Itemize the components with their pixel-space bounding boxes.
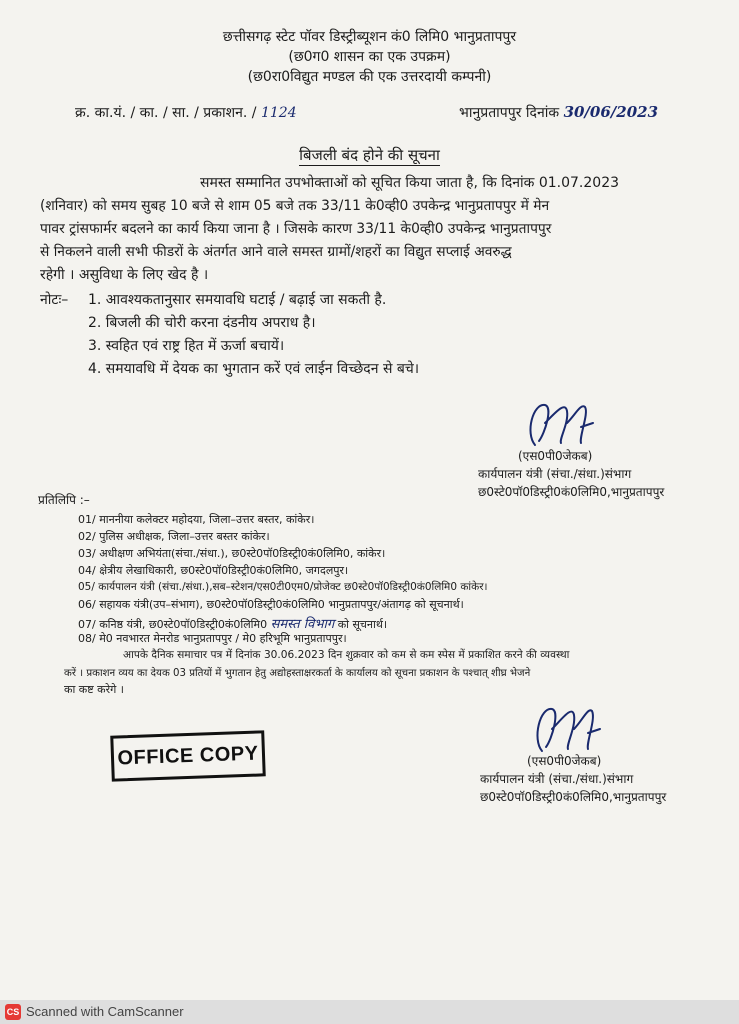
note-label: नोटः– bbox=[40, 292, 69, 308]
scanner-watermark: Scanned with CamScanner bbox=[26, 1004, 184, 1019]
copy-item-number: 02/ bbox=[78, 530, 96, 543]
signature-2-name: (एस0पी0जेकब) bbox=[527, 754, 602, 768]
copy-item-number: 04/ bbox=[78, 564, 96, 577]
copy-item-text-after: को सूचनार्थ। bbox=[337, 618, 388, 631]
press-line-3: का कष्ट करेगे । bbox=[64, 683, 124, 696]
copy-item-text: क्षेत्रीय लेखाधिकारी, छ0स्टे0पॉ0डिस्ट्री0कं0लिमि0, जगदलपुर। bbox=[99, 564, 349, 577]
company-name: छत्तीसगढ़ स्टेट पॉवर डिस्ट्रीब्यूशन कं0 लिमि0 भानुप्रतापपुर bbox=[222, 29, 517, 45]
paragraph-line-1: समस्त सम्मानित उपभोक्ताओं को सूचित किया जाता है, कि दिनांक 01.07.2023 bbox=[200, 175, 620, 191]
paragraph-line-4: से निकलने वाली सभी फीडरों के अंतर्गत आने वाले समस्त ग्रामों/शहरों का विद्युत सप्लाई अवरुद्ध bbox=[40, 244, 512, 260]
copy-item-number: 08/ bbox=[78, 632, 96, 645]
signature-2-scribble bbox=[522, 697, 617, 759]
signature-2-office: छ0स्टे0पॉ0डिस्ट्री0कं0लिमि0,भानुप्रतापपुर bbox=[480, 790, 667, 804]
scanner-footer bbox=[0, 1000, 739, 1024]
company-subtitle: (छ0ग0 शासन का एक उपक्रम) bbox=[288, 49, 451, 65]
copy-item-number: 05/ bbox=[78, 581, 95, 593]
notice-title: बिजली बंद होने की सूचना bbox=[299, 146, 440, 164]
copy-item-7 bbox=[78, 614, 387, 632]
copy-item-6 bbox=[78, 597, 464, 612]
copy-item-number: 07/ bbox=[78, 618, 96, 631]
notice-title-wrap bbox=[0, 145, 739, 165]
note-item-1: 1. आवश्यकतानुसार समयावधि घटाई / बढ़ाई जा सकती है. bbox=[88, 292, 387, 308]
signature-1-scribble bbox=[515, 393, 610, 453]
copy-item-text: कार्यपालन यंत्री (संचा./संधा.),सब–स्टेशन/एस0टी0एम0/प्रोजेक्ट छ0स्टे0पॉ0डिस्ट्री0कं0लिमि0 कांकेर। bbox=[98, 581, 488, 593]
copy-item-number: 01/ bbox=[78, 513, 96, 526]
paragraph-line-2: (शनिवार) को समय सुबह 10 बजे से शाम 05 बजे तक 33/11 के0व्ही0 उपकेन्द्र भानुप्रतापपुर में मेन bbox=[40, 198, 550, 214]
copy-item-2 bbox=[78, 529, 270, 544]
reference-handwritten-number: 1124 bbox=[260, 105, 297, 121]
reference-number bbox=[75, 103, 297, 122]
copy-item-8 bbox=[78, 631, 347, 646]
copy-item-text: अधीक्षण अभियंता(संचा./संधा.), छ0स्टे0पॉ0डिस्ट्री0कं0लिमि0, कांकेर। bbox=[99, 547, 386, 560]
paragraph-line-3: पावर ट्रांसफार्मर बदलने का कार्य किया जाना है । जिसके कारण 33/11 के0व्ही0 उपकेन्द्र भानुप्रतापपुर bbox=[40, 221, 552, 237]
copy-to-label: प्रतिलिपि :– bbox=[38, 493, 90, 507]
signature-1-designation: कार्यपालन यंत्री (संचा./संधा.)संभाग bbox=[478, 467, 632, 481]
paragraph-line-5: रहेगी । असुविधा के लिए खेद है । bbox=[40, 267, 209, 283]
camscanner-icon: CS bbox=[5, 1004, 21, 1020]
copy-item-text: पुलिस अधीक्षक, जिला–उत्तर बस्तर कांकेर। bbox=[99, 530, 270, 543]
copy-item-1 bbox=[78, 512, 314, 527]
copy-item-number: 06/ bbox=[78, 598, 96, 611]
copy-item-text: मे0 नवभारत मेनरोड भानुप्रतापपुर / मे0 हरिभूमि भानुप्रतापपुर। bbox=[99, 632, 347, 645]
copy-item-text: सहायक यंत्री(उप–संभाग), छ0स्टे0पॉ0डिस्ट्री0कं0लिमि0 भानुप्रतापपुर/अंतागढ़ को सूचनार्थ। bbox=[99, 598, 464, 611]
signature-2-designation: कार्यपालन यंत्री (संचा./संधा.)संभाग bbox=[480, 772, 634, 786]
press-line-2: करें । प्रकाशन व्यय का देयक 03 प्रतियों में भुगतान हेतु अद्योहस्ताक्षरकर्ता के कार्यालय को सूचना प्रकाशन के पश्चात् शीघ्र भेजने bbox=[64, 668, 531, 679]
handwritten-date: 30/06/2023 bbox=[563, 103, 659, 121]
office-copy-stamp: OFFICE COPY bbox=[110, 730, 266, 781]
company-tagline: (छ0रा0विद्युत मण्डल की एक उत्तरदायी कम्पनी) bbox=[247, 69, 492, 85]
copy-item-text: माननीया कलेक्टर महोदया, जिला–उत्तर बस्तर, कांकेर। bbox=[99, 513, 315, 526]
place-date bbox=[459, 103, 658, 122]
copy-item-4 bbox=[78, 563, 348, 578]
copy-item-number: 03/ bbox=[78, 547, 96, 560]
place-date-label: भानुप्रतापपुर दिनांक bbox=[459, 105, 560, 121]
copy-item-text: कनिष्ठ यंत्री, छ0स्टे0पॉ0डिस्ट्री0कं0लिमि0 bbox=[99, 618, 268, 631]
copy-item-3 bbox=[78, 546, 385, 561]
note-item-4: 4. समयावधि में देयक का भुगतान करें एवं लाईन विच्छेदन से बचे। bbox=[88, 361, 420, 377]
note-item-2: 2. बिजली की चोरी करना दंडनीय अपराध है। bbox=[88, 315, 316, 331]
copy-item-5 bbox=[78, 580, 487, 594]
reference-prefix: क्र. का.यं. / का. / सा. / प्रकाशन. / bbox=[75, 105, 261, 121]
handwritten-entry: समस्त विभाग bbox=[270, 617, 335, 632]
press-line-1: आपके दैनिक समाचार पत्र में दिनांक 30.06.2023 दिन शुक्रवार को कम से कम स्पेस में प्रकाशित करने की व्यवस्था bbox=[123, 649, 570, 661]
signature-1-office: छ0स्टे0पॉ0डिस्ट्री0कं0लिमि0,भानुप्रतापपुर bbox=[478, 485, 665, 499]
note-item-3: 3. स्वहित एवं राष्ट्र हित में ऊर्जा बचायें। bbox=[88, 338, 285, 354]
signature-1-name: (एस0पी0जेकब) bbox=[518, 449, 593, 463]
